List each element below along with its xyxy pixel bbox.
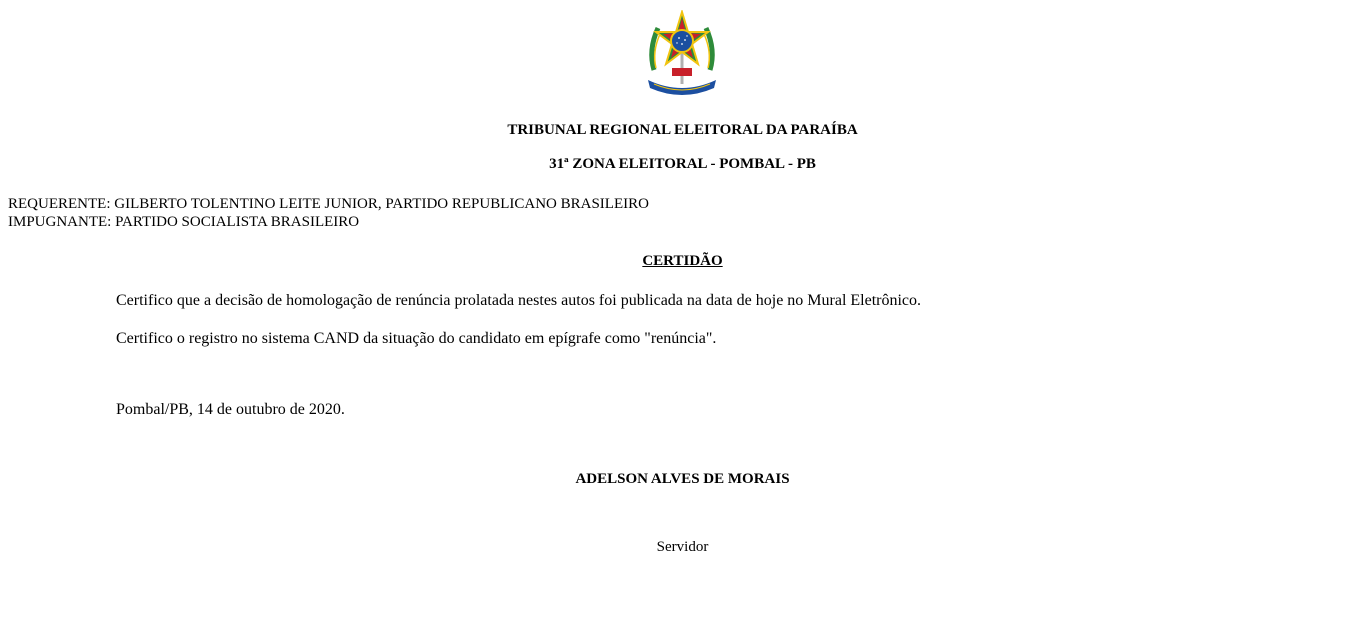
certificate-title: CERTIDÃO bbox=[642, 253, 723, 269]
court-name: TRIBUNAL REGIONAL ELEITORAL DA PARAÍBA bbox=[507, 122, 858, 138]
signer-role: Servidor bbox=[656, 539, 709, 555]
parties-block bbox=[8, 195, 649, 231]
impugnante-line: IMPUGNANTE: PARTIDO SOCIALISTA BRASILEIRO bbox=[8, 214, 360, 230]
certificate-paragraph-2: Certifico o registro no sistema CAND da situação do candidato em epígrafe como "renúncia". bbox=[116, 330, 717, 347]
requerente-line: REQUERENTE: GILBERTO TOLENTINO LEITE JUNIOR, PARTIDO REPUBLICANO BRASILEIRO bbox=[8, 196, 649, 212]
signer-name: ADELSON ALVES DE MORAIS bbox=[575, 471, 790, 487]
place-date: Pombal/PB, 14 de outubro de 2020. bbox=[116, 401, 345, 418]
certificate-paragraph-1: Certifico que a decisão de homologação de renúncia prolatada nestes autos foi publicada na data de hoje no Mural Eletrônico. bbox=[116, 292, 922, 309]
electoral-zone: 31ª ZONA ELEITORAL - POMBAL - PB bbox=[549, 156, 816, 172]
brazil-coat-of-arms-icon bbox=[644, 10, 720, 96]
